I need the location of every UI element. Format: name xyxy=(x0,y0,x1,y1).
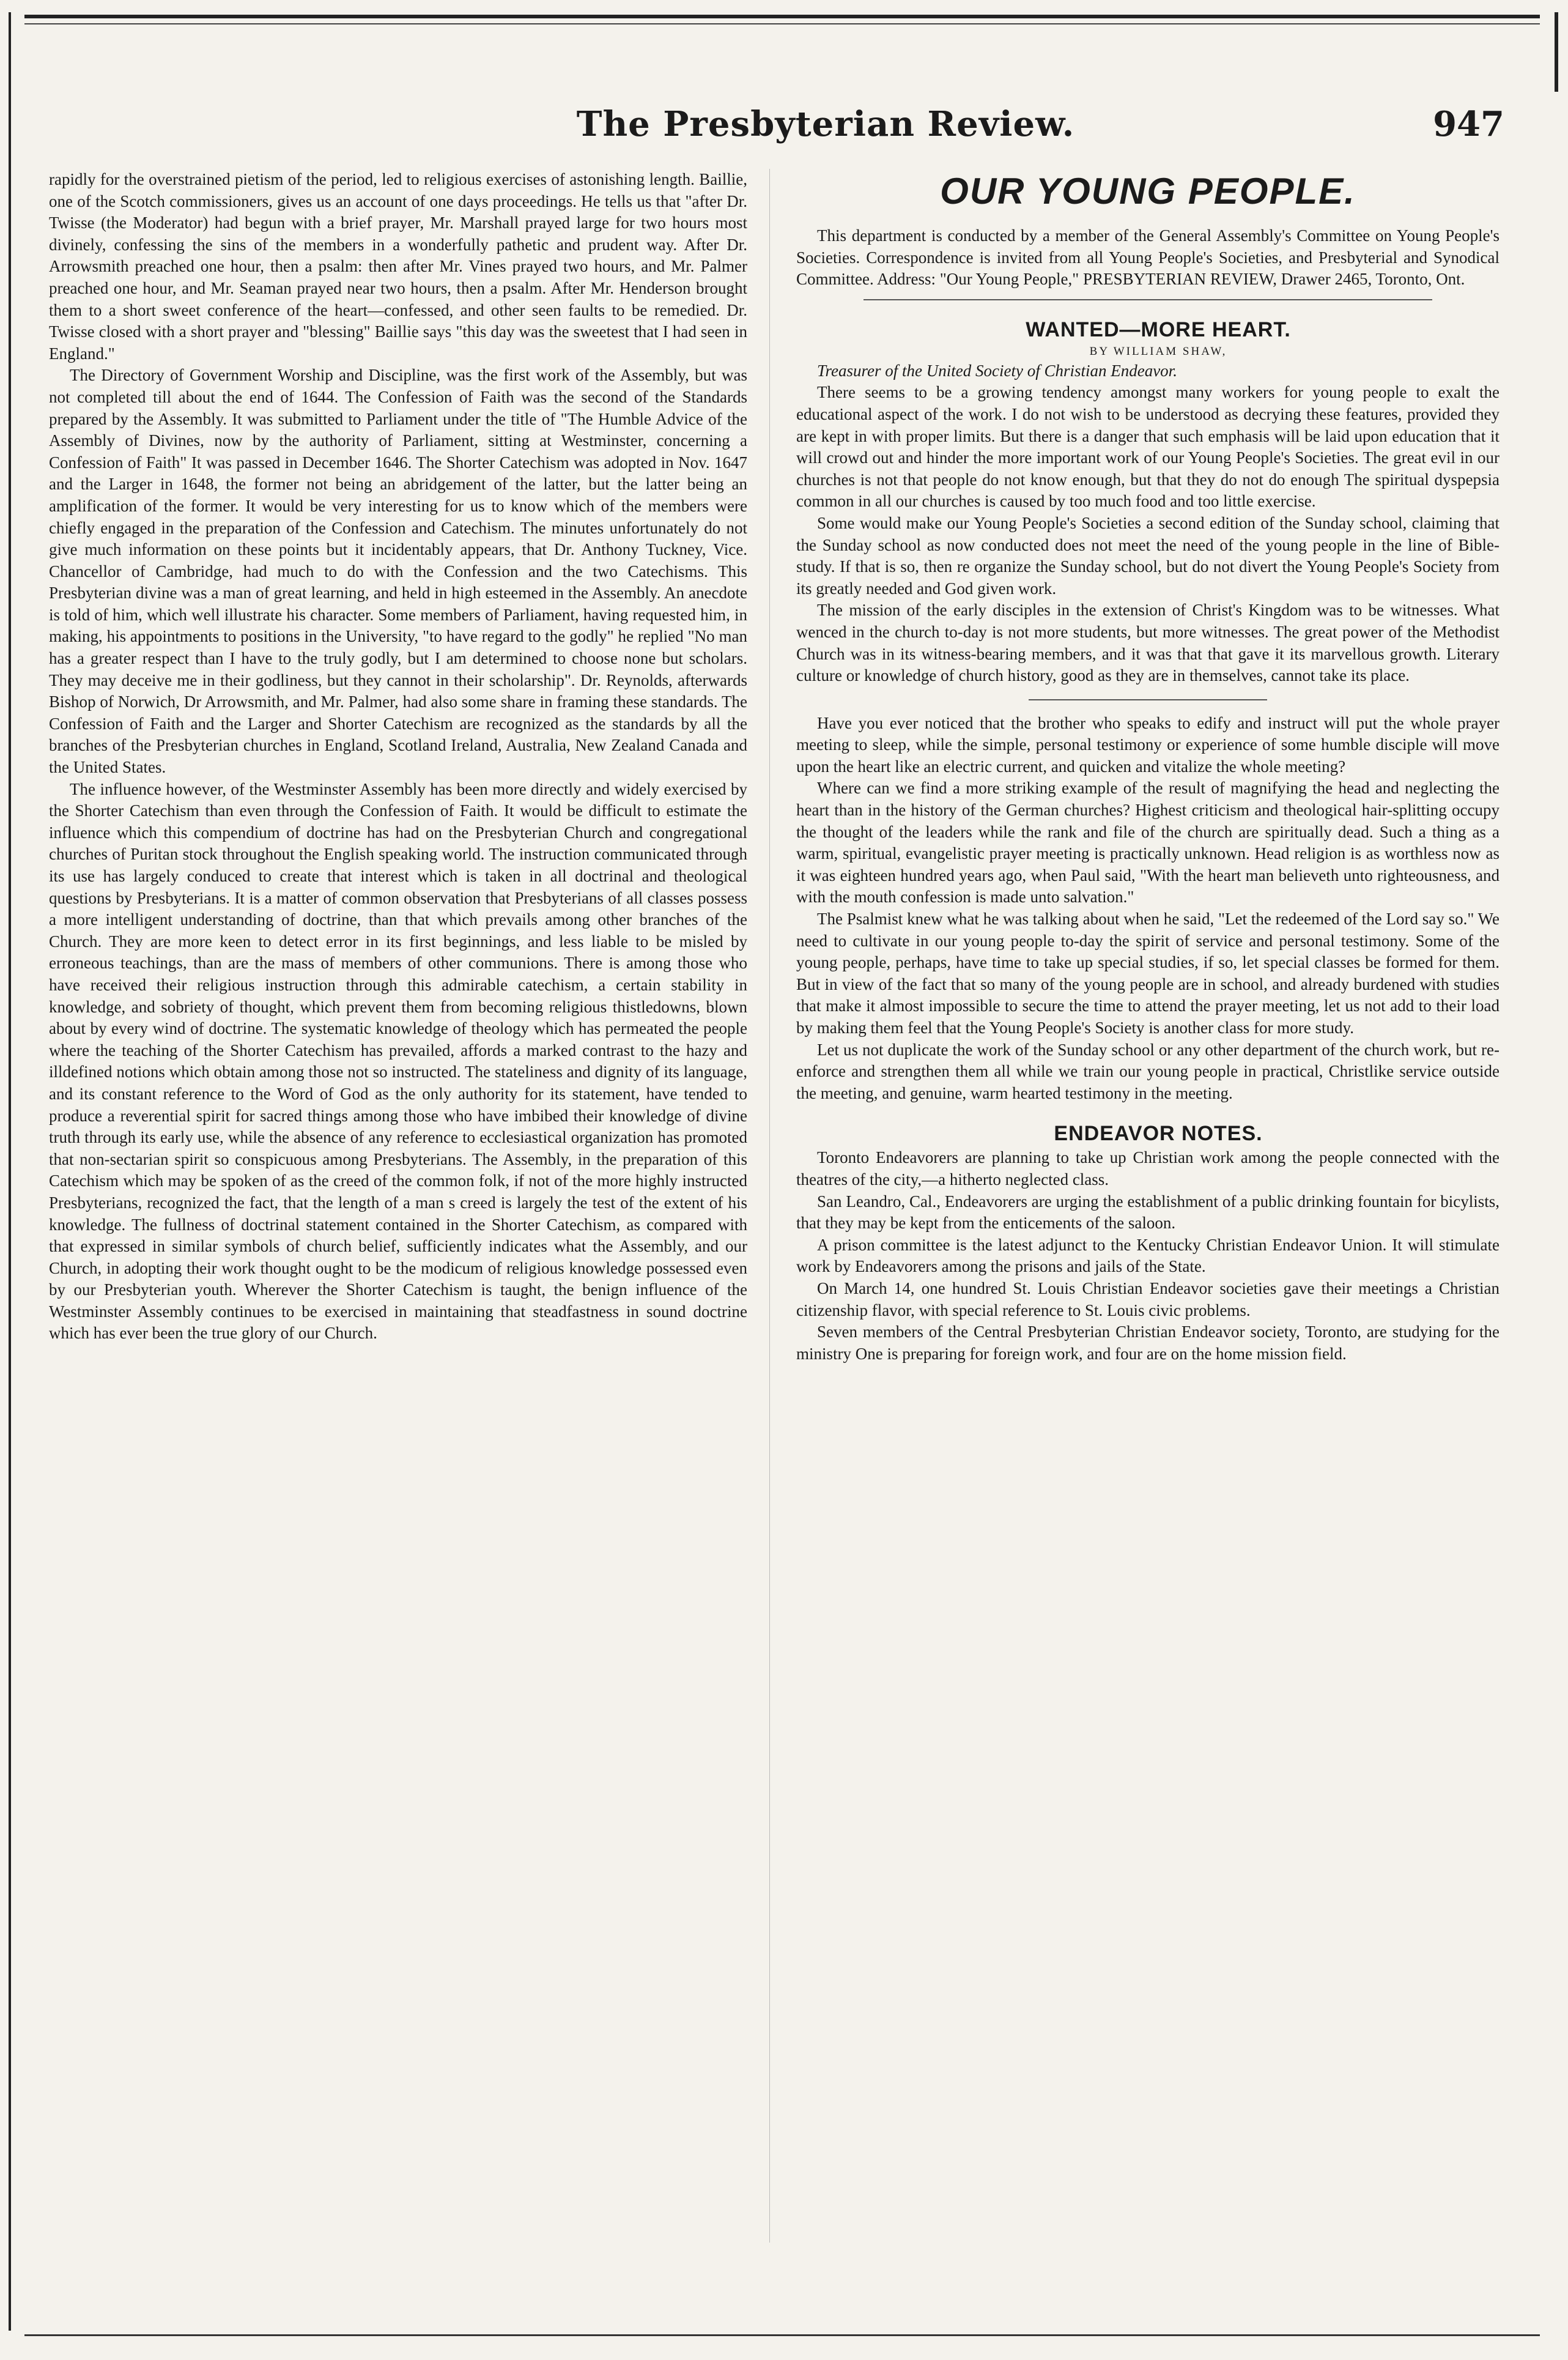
note-paragraph: Toronto Endeavorers are planning to take up Christian work among the people connected with the theatres of the city,—a hitherto neglected class. xyxy=(796,1148,1500,1189)
page-number: 947 xyxy=(1433,104,1504,144)
note-paragraph: On March 14, one hundred St. Louis Christian Endeavor societies gave their meetings a Christian citizenship flavor, with special reference to St. Louis civic problems. xyxy=(796,1278,1500,1319)
author-title: Treasurer of the United Society of Christian Endeavor. xyxy=(817,361,1177,380)
notes-heading: ENDEAVOR NOTES. xyxy=(1054,1122,1263,1146)
page-header xyxy=(0,104,1568,159)
note-paragraph: San Leandro, Cal., Endeavorers are urging the establishment of a public drinking fountain for bicylists, that they may be kept from the enticements of the saloon. xyxy=(796,1192,1500,1233)
right-border-rule xyxy=(1555,12,1558,92)
article-heading: WANTED—MORE HEART. xyxy=(1026,317,1291,341)
separator-rule xyxy=(864,299,1432,300)
left-paragraph: The influence however, of the Westminster Assembly has been more directly and widely exercised by the Shorter Catechism than even through the Confession of Faith. It would be difficult to estimate the influence which this compendium of doctrine has had on the Presbyterian Church and congregational churches of Puritan stock throughout the English speaking world. The instruction communicated through its use has largely conduced to create that interest which is taken in all doctrinal and theological questions by Presbyterians. It is a matter of common observation that Presbyterians of all classes possess a more intelligent understanding of doctrine, than that which prevails among other branches of the Church. They are more keen to detect error in its first beginnings, and less liable to be misled by erroneous teachings, than are the mass of members of other communions. There is among those who have received their religious instruction through this admirable catechism, a certain stability in knowledge, and sobriety of thought, which prevent them from becoming religious thistledowns, blown about by every wind of doctrine. The systematic knowledge of theology which has permeated the people where the teaching of the Shorter Catechism has prevailed, affords a marked contrast to the hazy and illdefined notions which obtain among those not so instructed. The stateliness and dignity of its language, and its constant reference to the Word of God as the only authority for its statement, have tended to produce a reverential spirit for sacred things among those who have imbibed their knowledge of divine truth through its early use, while the absence of any reference to ecclesiastical organization has promoted that non-sectarian spirit so conspicuous among Presbyterians. The Assembly, in the preparation of this Catechism which may be spoken of as the creed of the common folk, if not of the more highly instructed Presbyterians, recognized the fact, that the length of a man s creed is largely the test of the extent of his knowledge. The fullness of doctrinal statement contained in the Shorter Catechism, as compared with that expressed in similar symbols of church belief, sufficiently indicates what the Assembly, and our Church, in adopting their work thought ought to be the modicum of religious knowledge possessed even by our Presbyterian youth. Wherever the Shorter Catechism is taught, the benign influence of the Westminster Assembly continues to be exercised in maintaining that steadfastness in sound doctrine which has ever been the true glory of our Church. xyxy=(49,779,747,1343)
article-paragraph: The mission of the early disciples in the extension of Christ's Kingdom was to be witnesses. What wenced in the church to-day is not more students, but more witnesses. The great power of the Methodist Church was in its witness-bearing members, and it was that that gave it its marvellous growth. Literary culture or knowledge of church history, good as they are in themselves, cannot take its place. xyxy=(796,601,1500,685)
article-paragraph: Have you ever noticed that the brother who speaks to edify and instruct will put the whole prayer meeting to sleep, while the simple, personal testimony or experience of some humble disciple will move upon the heart like an electric current, and quicken and vitalize the whole meeting? xyxy=(796,713,1500,776)
note-paragraph: Seven members of the Central Presbyterian Christian Endeavor society, Toronto, are studying for the ministry One is preparing for foreign work, and four are on the home mission field. xyxy=(796,1323,1500,1363)
article-paragraph: Some would make our Young People's Societies a second edition of the Sunday school, claiming that the Sunday school as now conducted does not meet the need of the young people in the line of Bible-study. If that is so, then re organize the Sunday school, but do not divert the Young People's Society from its greatly needed and God given work. xyxy=(796,513,1500,598)
article-paragraph: Where can we find a more striking example of the result of magnifying the head and neglecting the heart than in the history of the German churches? Highest criticism and theological hair-splitting occupy the thought of the leaders while the rank and file of the church are spiritually dead. Such a thing as a warm, spiritual, evangelistic prayer meeting is practically unknown. Head religion is as worthless now as it was eighteen hundred years ago, when Paul said, "With the heart man believeth unto righteousness, and with the mouth confession is made unto salvation." xyxy=(796,779,1500,907)
separator-rule-short xyxy=(1029,699,1267,700)
article-paragraph: Let us not duplicate the work of the Sunday school or any other department of the church work, but re-enforce and strengthen them all while we train our young people in practical, Christlike service outside the meeting, and genuine, warm hearted testimony in the meeting. xyxy=(796,1040,1500,1102)
left-paragraph: The Directory of Government Worship and Discipline, was the first work of the Assembly, but was not completed till about the end of 1644. The Confession of Faith was the second of the Standards prepared by the Assembly. It was submitted to Parliament under the title of "The Humble Advice of the Assembly of Divines, now by the authority of Parliament, sitting at Westminster, concerning a Confession of Faith" It was passed in December 1646. The Shorter Catechism was adopted in Nov. 1647 and the Larger in 1648, the former not being an abridgement of the latter, but the latter being an amplification of the former. It would be very interesting for us to know which of the members were chiefly engaged in the preparation of the Confession and Catechism. The minutes unfortunately do not give much information on these points but it incidentably appears, that Dr. Anthony Tuckney, Vice. Chancellor of Cambridge, had much to do with the Confession and the two Catechisms. This Presbyterian divine was a man of great learning, and held in high esteemed in the Assembly. An anecdote is told of him, which well illustrate his character. Some members of Parliament, having requested him, in making, his appointments to positions in the University, "to have regard to the godly" he replied "No man has a greater respect than I have to the truly godly, but I am determined to choose none but scholars. They may deceive me in their godliness, but they cannot in their scholarship". Dr. Reynolds, afterwards Bishop of Norwich, Dr Arrowsmith, and Mr. Palmer, had also some share in framing these standards. The Confession of Faith and the Larger and Shorter Catechism are recognized as the standards by all the branches of the Presbyterian churches in England, Scotland Ireland, Australia, New Zealand Canada and the United States. xyxy=(49,366,747,777)
left-border-rule xyxy=(9,12,11,2331)
top-border-rule xyxy=(24,15,1540,18)
top-border-rule-thin xyxy=(24,23,1540,24)
section-intro: This department is conducted by a member of the General Assembly's Committee on Young People's Societies. Correspondence is invited from all Young People's Societies, and Presbyterial and Synodical Committee. Address: "Our Young People," PRESBYTERIAN REVIEW, Drawer 2465, Toronto, Ont. xyxy=(796,226,1500,289)
bottom-border-rule xyxy=(24,2334,1540,2336)
section-heading: OUR YOUNG PEOPLE. xyxy=(940,171,1356,212)
right-column xyxy=(796,169,1500,1365)
article-paragraph: The Psalmist knew what he was talking about when he said, "Let the redeemed of the Lord say so." We need to cultivate in our young people to-day the spirit of service and personal testimony. Some of the young people, perhaps, have time to take up special studies, if so, let special classes be formed for them. But in view of the fact that so many of the young people are in school, and already burdened with studies that make it almost impossible to secure the time to attend the prayer meeting, let us not add to their load by making them feel that the Young People's Society is another class for more study. xyxy=(796,910,1500,1037)
left-column xyxy=(49,169,747,1345)
note-paragraph: A prison committee is the latest adjunct to the Kentucky Christian Endeavor Union. It will stimulate work by Endeavorers among the prisons and jails of the State. xyxy=(796,1235,1500,1276)
article-byline: BY WILLIAM SHAW, xyxy=(1089,344,1227,358)
left-paragraph: rapidly for the overstrained pietism of the period, led to religious exercises of astonishing length. Baillie, one of the Scotch commissioners, gives us an account of one days proceedings. He tells us that "after Dr. Twisse (the Moderator) had begun with a brief prayer, Mr. Marshall prayed large for two hours most divinely, confessing the sins of the members in a wonderfully pathetic and prudent way. After Dr. Arrowsmith preached one hour, then a psalm: then after Mr. Vines prayed two hours, and Mr. Palmer preached one hour, and Mr. Seaman prayed near two hours, then a psalm. After Mr. Henderson brought them to a short sweet conference of the heart—confessed, and other seen faults to be remedied. Dr. Twisse closed with a short prayer and "blessing" Baillie says "this day was the sweetest that I had seen in England." xyxy=(49,170,747,363)
column-divider xyxy=(769,169,770,2243)
article-paragraph: There seems to be a growing tendency amongst many workers for young people to exalt the educational aspect of the work. I do not wish to be understood as decrying these features, provided they are kept in with proper limits. But there is a danger that such emphasis will be laid upon education that it will crowd out and hinder the more important work of our Young People's Societies. The great evil in our churches is not that people do not know enough, but that they do not do enough The spiritual dyspepsia common in all our churches is caused by too much food and too little exercise. xyxy=(796,383,1500,511)
running-title: The Presbyterian Review. xyxy=(576,104,1075,144)
